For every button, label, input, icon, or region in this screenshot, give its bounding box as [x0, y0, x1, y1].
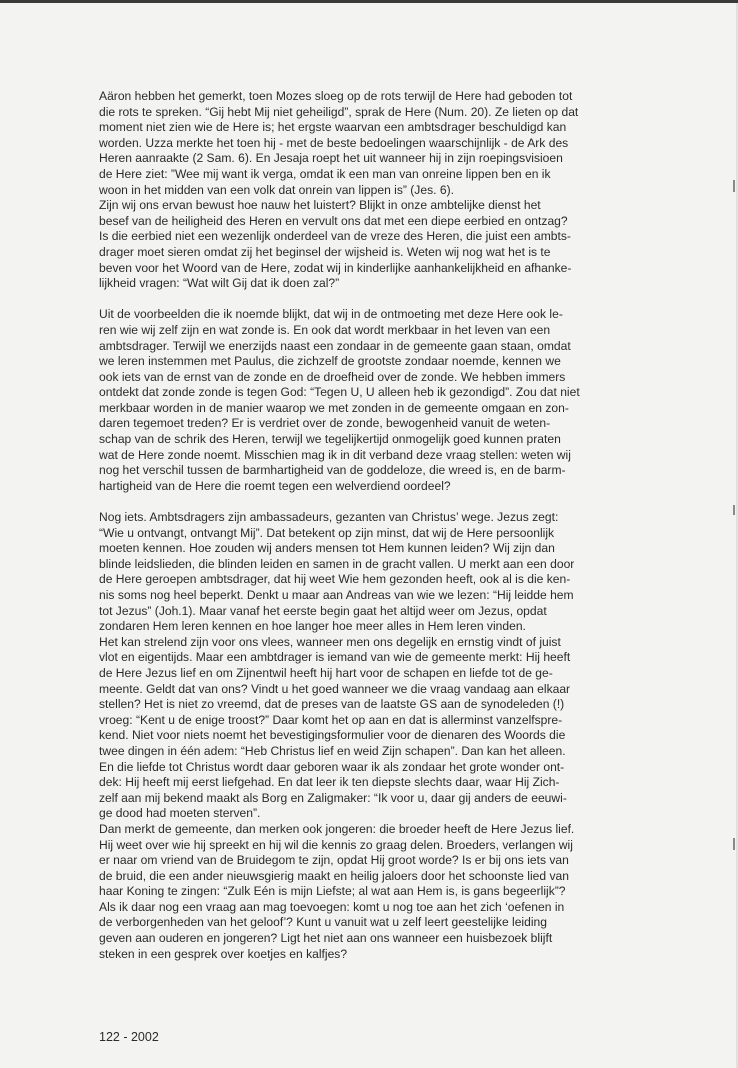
edge-mark [733, 180, 735, 192]
paragraph-congregation: Dan merkt de gemeente, dan merken ook jongeren: die broeder heeft de Here Jezus lief. Hij weet over wie hij spreekt en hij wil die kennis zo graag delen. Broeders, verlangen wij er naar om vriend van de Bruidegom te zijn, opdat Hij groot worde? Is er bij ons iets van de bruid, die een ander nieuwsgierig maakt en heilig jaloers door het schoonste lied van haar Koning te zingen: “Zulk Eén is mijn Liefste; al wat aan Hem is, is gans begeerlijk”? Als ik daar nog een vraag aan mag toevoegen: komt u nog toe aan het zich ‘oefenen in de verborgenheden van het geloof’? Kunt u vanuit wat u zelf leert geestelijke leiding geven aan ouderen en jongeren? Ligt het niet aan ons wanneer een huisbezoek blijft steken in een gesprek over koetjes en kalfjes? [99, 821, 575, 961]
paragraph-flesh: Het kan strelend zijn voor ons vlees, wanneer men ons degelijk en ernstig vindt of juist vlot en eigentijds. Maar een ambtdrager is iemand van wie de gemeente merkt: Hij heeft de Here Jezus lief en om Zijnentwil heeft hij hart voor de schapen en liefde tot de ge- meente. Geldt dat van ons? Vindt u het goed wanneer we die vraag vandaag aan elkaar stellen? Het is niet zo vreemd, dat de preses van de laatste GS aan de synodeleden (!) vroeg: “Kent u de enige troost?” Daar komt het op aan en dat is allerminst vanzelfspre- kend. Niet voor niets noemt het bevestigingsformulier voor de dienaren des Woords die twee dingen in één adem: “Heb Christus lief en weid Zijn schapen”. Dan kan het alleen. En die liefde tot Christus wordt daar geboren waar ik als zondaar het grote wonder ont- dek: Hij heeft mij eerst liefgehad. En dat leer ik ten diepste slechts daar, waar Hij Zich- zelf aan mij bekend maakt als Borg en Zaligmaker: “Ik voor u, daar gij anders de eeuwi- ge dood had moeten sterven”. [99, 634, 571, 821]
edge-mark [733, 505, 735, 515]
page-number: 122 - 2002 [99, 1030, 159, 1044]
paragraph-aaron: Aäron hebben het gemerkt, toen Mozes sloeg op de rots terwijl de Here had geboden tot die rots te spreken. “Gij hebt Mij niet geheiligd”, sprak de Here (Num. 20). Ze lieten op dat moment niet zien wie de Here is; het ergste waarvan een ambtsdrager beschuldigd kan worden. Uzza merkte het toen hij - met de beste bedoelingen waarschijnlijk - de Ark des Heren aanraakte (2 Sam. 6). En Jesaja roept het uit wanneer hij in zijn roepingsvisioen de Here ziet: ”Wee mij want ik verga, omdat ik een man van onreine lippen ben en ik woon in het midden van een volk dat onrein van lippen is” (Jes. 6). [99, 89, 579, 197]
paragraph-awareness: Zijn wij ons ervan bewust hoe nauw het luistert? Blijkt in onze ambtelijke dienst het besef van de heiligheid des Heren en vervult ons dat met een diepe eerbied en ontzag? Is die eerbied niet een wezenlijk onderdeel van de vreze des Heren, die juist een ambts- drager moet sieren omdat zij het beginsel der wijsheid is. Weten wij nog wat het is te beven voor het Woord van de Here, zodat wij in kinderlijke aanhankelijkheid en afhanke- lijkheid vragen: “Wat wilt Gij dat ik doen zal?” [99, 198, 572, 291]
article-body [99, 89, 645, 962]
paragraph-ambassadors: Nog iets. Ambtsdragers zijn ambassadeurs, gezanten van Christus’ wege. Jezus zegt: “Wie u ontvangt, ontvangt Mij”. Dat betekent op zijn minst, dat wij de Here persoonlijk moeten kennen. Hoe zouden wij anders mensen tot Hem kunnen leiden? Wij zijn dan blinde leidslieden, die blinden leiden en samen in de gracht vallen. U merkt aan een door de Here geroepen ambtsdrager, dat hij weet Wie hem gezonden heeft, ook al is die ken- nis soms nog heel beperkt. Denkt u maar aan Andreas van wie we lezen: “Hij leidde hem tot Jezus” (Joh.1). Maar vanaf het eerste begin gaat het altijd weer om Jezus, opdat zondaren Hem leren kennen en hoe langer hoe meer alles in Hem leren vinden. [99, 510, 575, 634]
edge-mark [733, 838, 735, 850]
paragraph-examples: Uit de voorbeelden die ik noemde blijkt, dat wij in de ontmoeting met deze Here ook le- ren wie wij zelf zijn en wat zonde is. En ook dat wordt merkbaar in het leven van een ambtsdrager. Terwijl we enerzijds naast een zondaar in de gemeente gaan staan, omdat we leren instemmen met Paulus, die zichzelf de grootste zondaar noemde, kennen we ook iets van de ernst van de zonde en de droefheid over de zonde. We hebben immers ontdekt dat zonde zonde is tegen God: “Tegen U, U alleen heb ik gezondigd”. Zou dat niet merkbaar worden in de manier waarop we met zonden in de gemeente omgaan en zon- daren tegemoet treden? Er is verdriet over de zonde, bewogenheid vanuit de weten- schap van de schrik des Heren, terwijl we tegelijkertijd onmogelijk goed kunnen praten wat de Here zonde noemt. Misschien mag ik in dit verband deze vraag stellen: weten wij nog het verschil tussen de barmhartigheid van de goddeloze, die wreed is, en de barm- hartigheid van de Here die roemt tegen een welverdiend oordeel? [99, 307, 580, 493]
page-top-edge [0, 0, 738, 3]
